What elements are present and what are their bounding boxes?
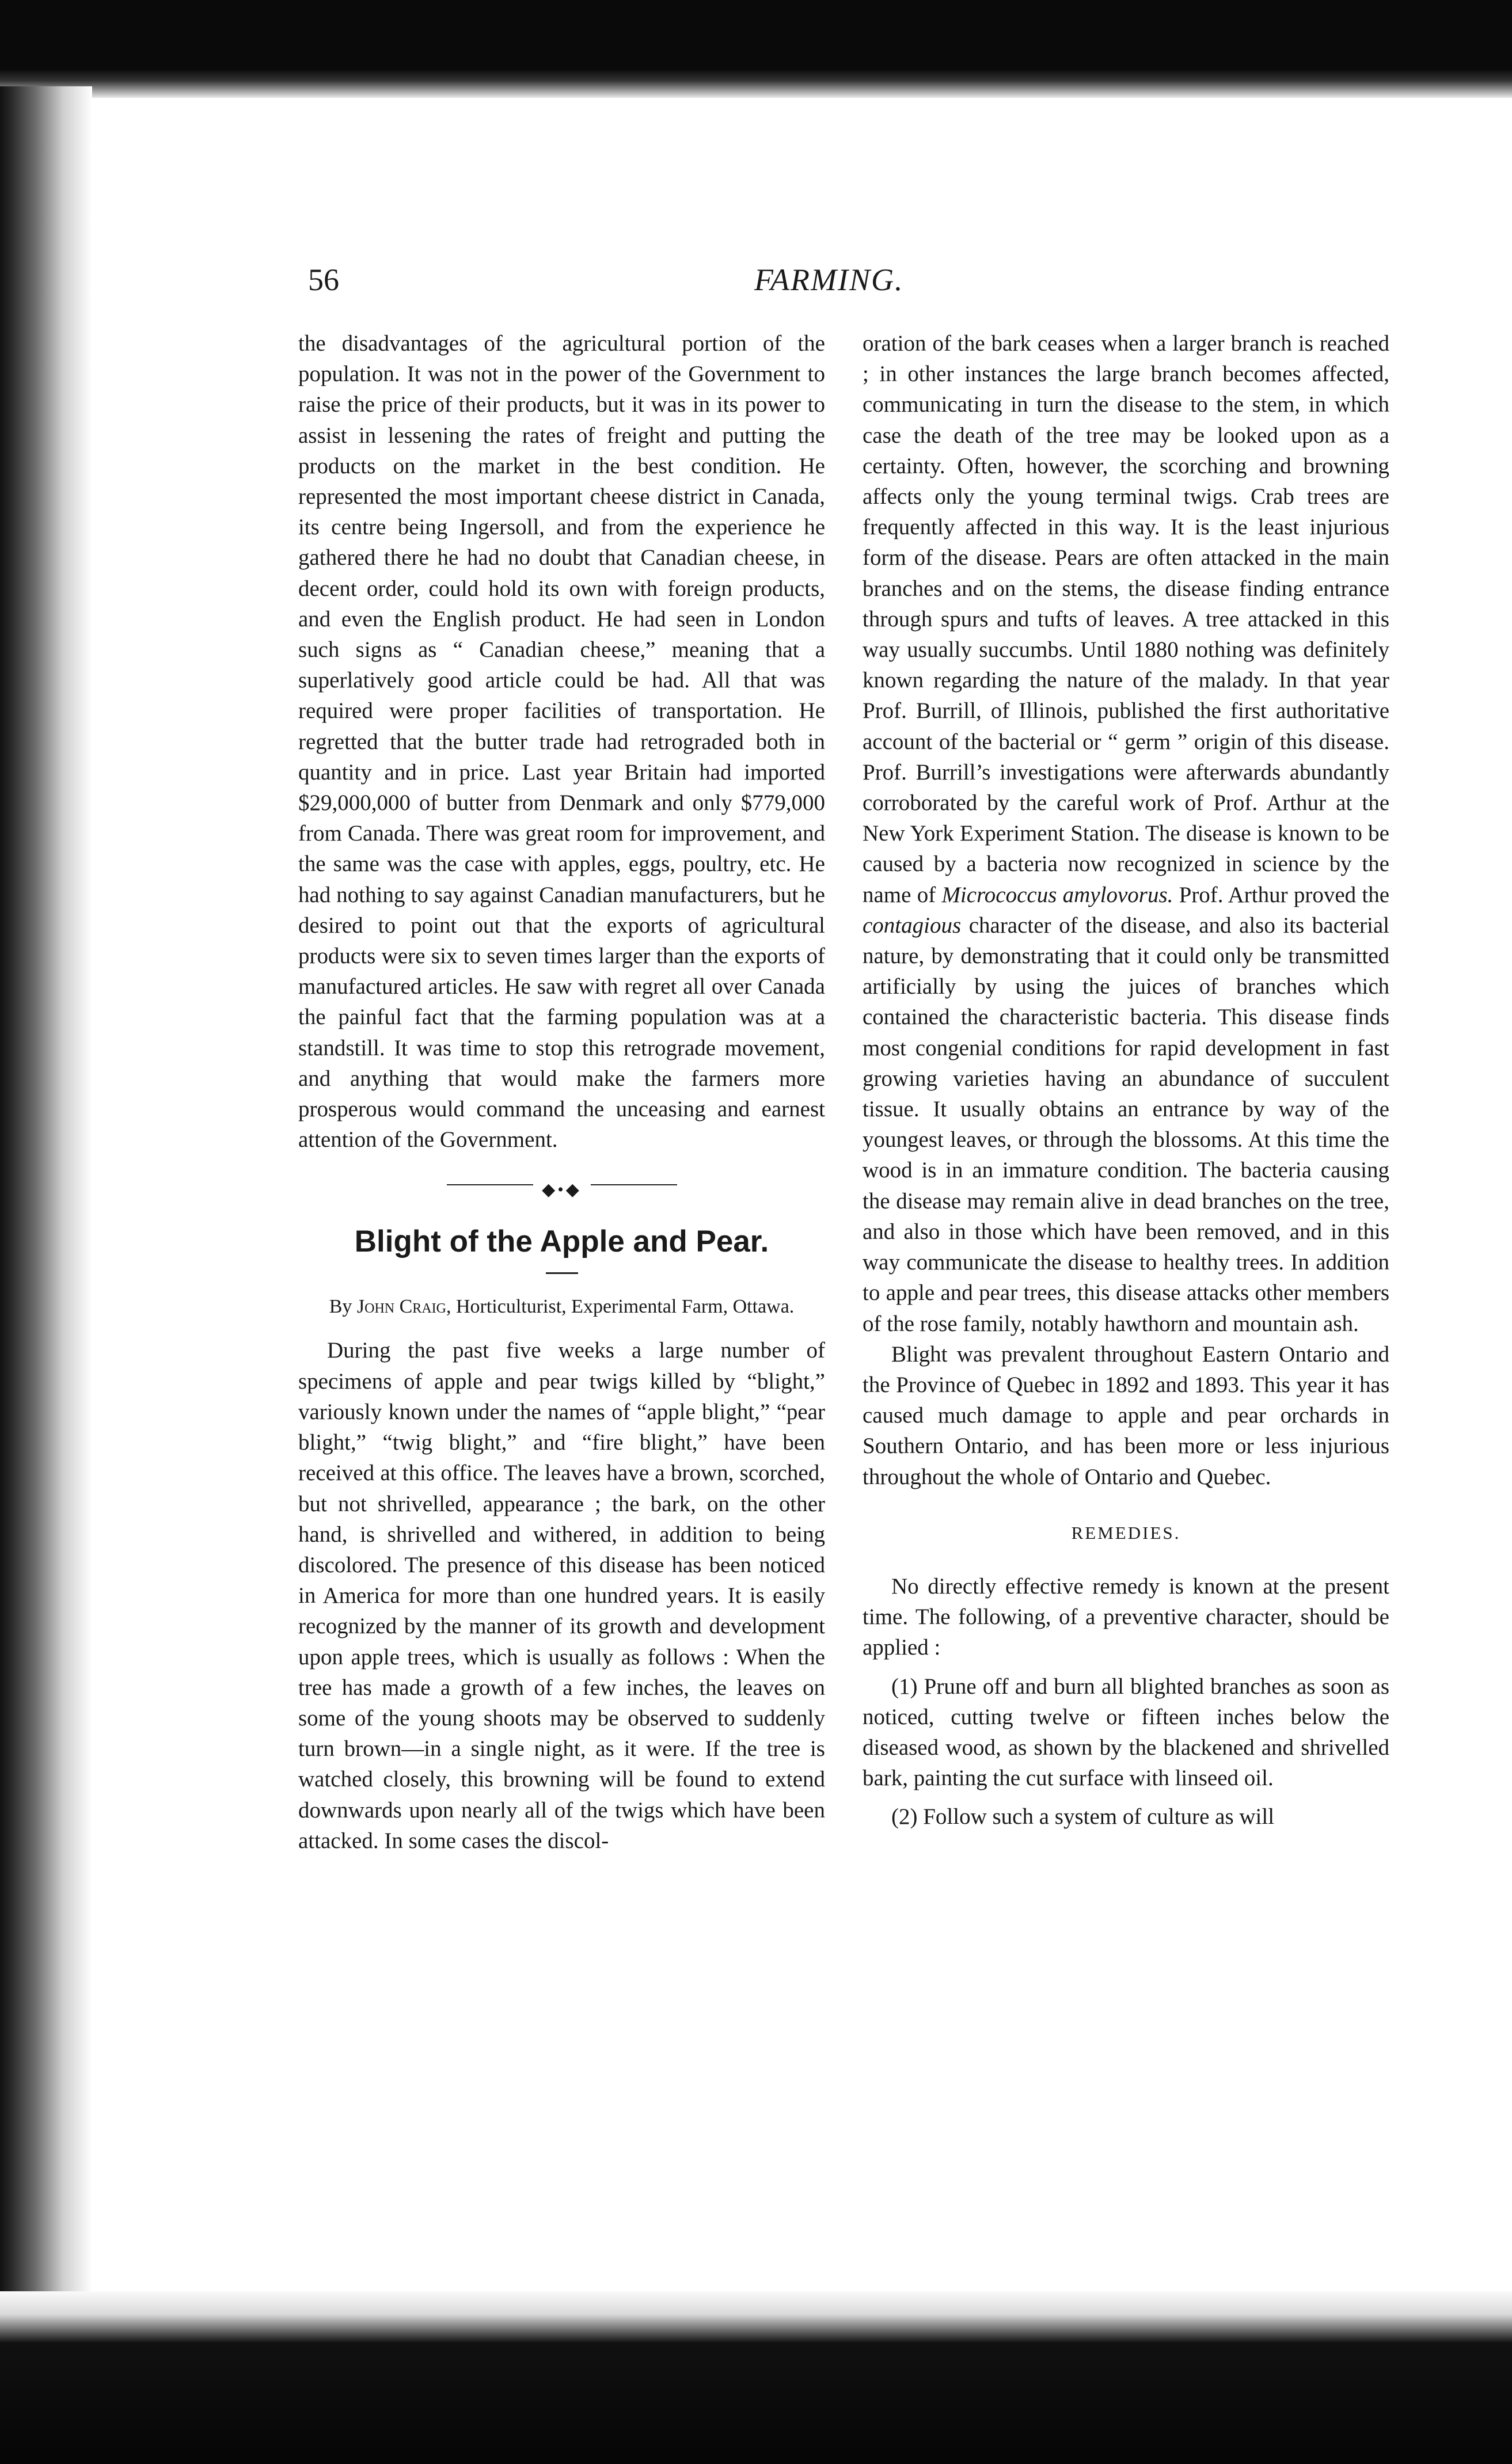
article-title: Blight of the Apple and Pear. (354, 1225, 769, 1259)
paragraph: During the past five weeks a large number of specimens of apple and pear twigs killed by “blight,” variously known under the names of “apple blight,” “pear blight,” “twig blight,” and “fire blight,” have been received at this office. The leaves have a brown, scorched, but not shrivelled, appearance ; the bark, on the other hand, is shrivelled and withered, in addition to being discolored. The presence of this disease has been noticed in America for more than one hundred years. It is easily recognized by the manner of its growth and development upon apple trees, which is usually as follows : When the tree has made a growth of a few inches, the leaves on some of the young shoots may be observed to suddenly turn brown—in a single night, as it were. If the tree is watched closely, this browning will be found to extend downwards upon nearly all of the twigs which have been attacked. In some cases the discol- (298, 1338, 825, 1853)
scan-border-top (0, 0, 1512, 98)
paragraph-text: character of the disease, and also its bacterial nature, by demonstrating that it could only be transmitted artificially by using the juices of branches which contained the characteristic bacteria. This disease finds most congenial conditions for rapid development in fast growing varieties having an abundance of succulent tissue. It usually obtains an entrance by way of the youngest leaves, or through the blossoms. At this time the wood is in an immature condition. The bacteria causing the disease may remain alive in dead branches on the tree, and also in those which have been removed, and in this way communicate the disease to healthy trees. In addition to apple and pear trees, this disease attacks other members of the rose family, notably hawthorn and mountain ash. (863, 912, 1389, 1336)
byline-prefix: By (329, 1296, 352, 1318)
paragraph-text: oration of the bark ceases when a larger branch is reached ; in other instances the large branch becomes affected, communicating in turn the disease to the stem, in which case the death of the tree may be looked upon as a certainty. Often, however, the scorching and browning affects only the young terminal twigs. Crab trees are frequently affected in this way. It is the least injurious form of the disease. Pears are often attacked in the main branches and on the stems, the disease finding entrance through spurs and tufts of leaves. A tree attacked in this way usually succumbs. Until 1880 nothing was definitely known regarding the nature of the malady. In that year Prof. Burrill, of Illinois, published the first authoritative account of the bacterial or “ germ ” origin of this disease. Prof. Burrill’s investigations were afterwards abundantly corroborated by the careful work of Prof. Arthur at the New York Experiment Station. The disease is known to be caused by a bacteria now recognized in science by the name of (863, 331, 1389, 907)
section-divider (447, 1179, 677, 1200)
paragraph: (1) Prune off and burn all blighted branches as soon as noticed, cutting twelve or fifteen inches below the diseased wood, as shown by the blackened and shrivelled bark, painting the cut surface with linseed oil. (863, 1674, 1389, 1791)
paragraph-text: Prof. Arthur proved the (1179, 882, 1390, 907)
byline-affiliation: Horticulturist, Experimental Farm, Ottawa. (455, 1296, 795, 1318)
section-heading: REMEDIES. (1071, 1522, 1181, 1543)
scan-border-left (0, 86, 92, 2303)
right-column (863, 328, 1389, 1832)
paragraph: (2) Follow such a system of culture as will (891, 1804, 1275, 1830)
paragraph: No directly effective remedy is known at the present time. The following, of a preventive character, should be applied : (863, 1573, 1389, 1660)
left-column (298, 328, 825, 1856)
divider-ornament: ◆•◆ (542, 1180, 582, 1200)
byline (298, 1294, 825, 1320)
emphasis-word: contagious (863, 912, 962, 938)
scan-border-bottom (0, 2291, 1512, 2464)
running-title: FARMING. (754, 263, 904, 297)
byline-author: John Craig, (356, 1296, 451, 1318)
species-name: Micrococcus amylovorus. (941, 882, 1173, 907)
paragraph (863, 328, 1389, 1339)
paragraph: Blight was prevalent throughout Eastern Ontario and the Province of Quebec in 1892 and 1893. This year it has caused much damage to apple and pear orchards in Southern Ontario, and has been more or less injurious throughout the whole of Ontario and Quebec. (863, 1341, 1389, 1489)
title-rule (546, 1272, 578, 1274)
page-number: 56 (308, 263, 339, 297)
paragraph: the disadvantages of the agricultural portion of the population. It was not in the power of the Government to raise the price of their products, but it was in its power to assist in lessening the rates of freight and putting the products on the market in the best condition. He represented the most important cheese district in Canada, its centre being Ingersoll, and from the experience he gathered there he had no doubt that Canadian cheese, in decent order, could hold its own with foreign products, and even the English product. He had seen in London such signs as “ Canadian cheese,” meaning that a superlatively good article could be had. All that was required were proper facilities of transportation. He regretted that the butter trade had retrograded both in quantity and in price. Last year Britain had imported $29,000,000 of butter from Denmark and only $779,000 from Canada. There was great room for improvement, and the same was the case with apples, eggs, poultry, etc. He had nothing to say against Canadian manufacturers, but he desired to point out that the exports of agricultural products were six to seven times larger than the exports of manufactured articles. He saw with regret all over Canada the painful fact that the farming population was at a standstill. It was time to stop this retrograde movement, and anything that would make the farmers more prosperous would command the unceasing and earnest attention of the Government. (298, 331, 825, 1153)
